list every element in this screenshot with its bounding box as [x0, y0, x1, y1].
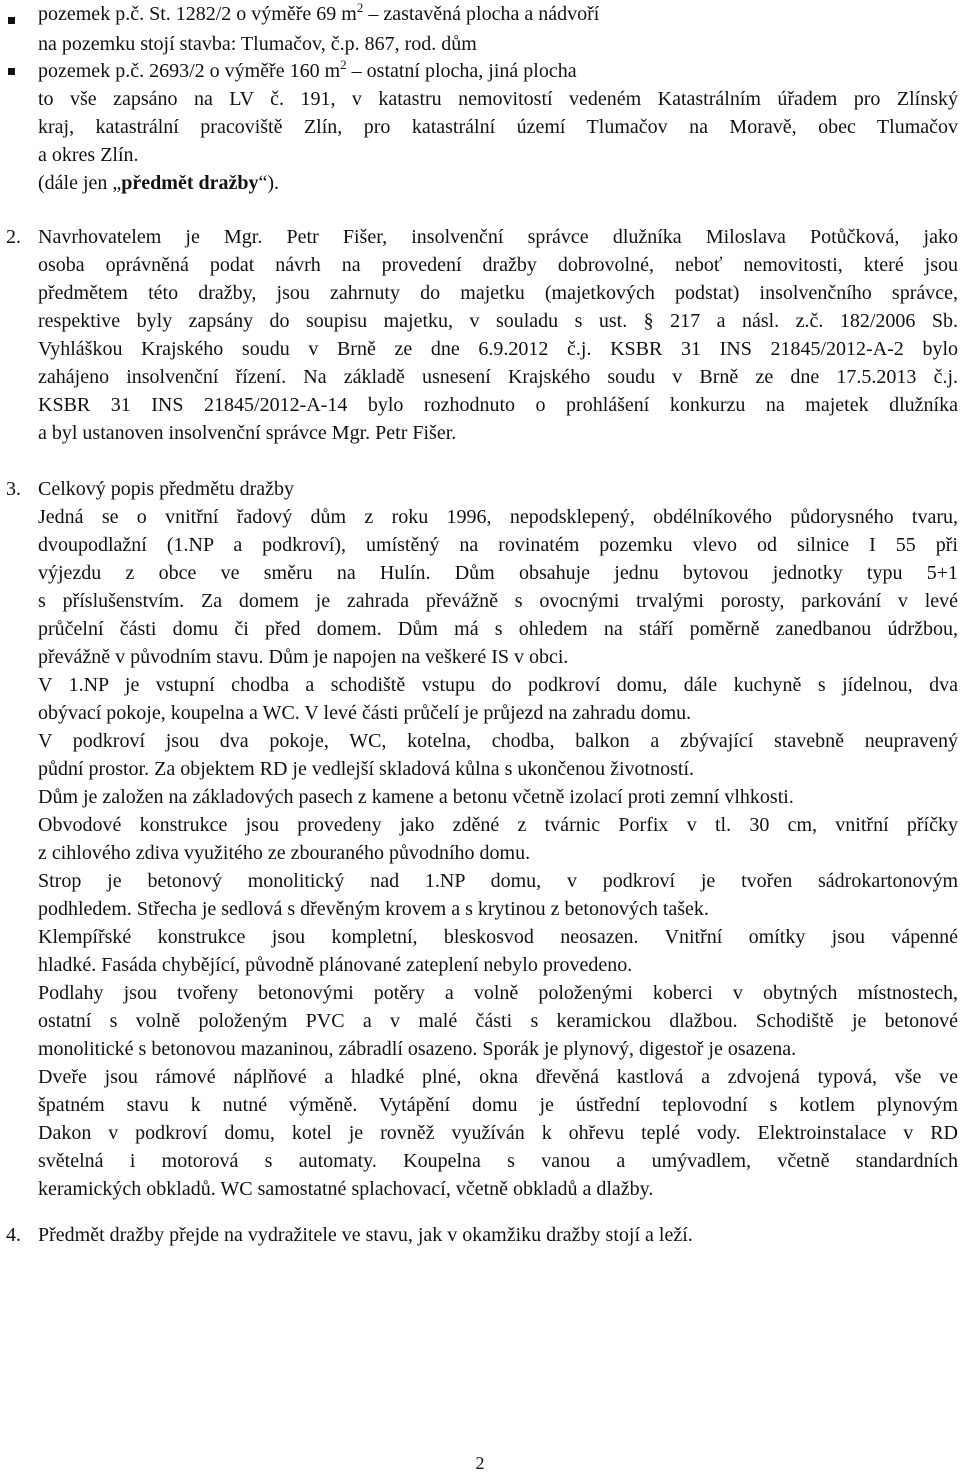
- section3-line: Strop je betonový monolitický nad 1.NP domu, v podkroví je tvořen sádrokartonovým: [38, 870, 958, 892]
- bullet-icon: [8, 17, 15, 24]
- registry-line-3: a okres Zlín.: [38, 144, 139, 166]
- section3-line: Obvodové konstrukce jsou provedeny jako zděné z tvárnic Porfix v tl. 30 cm, vnitřní příčky: [38, 814, 958, 836]
- bullet-item-1-line-2: na pozemku stojí stavba: Tlumačov, č.p. 867, rod. dům: [38, 33, 477, 55]
- section3-line: špatném stavu k nutné výměně. Vytápění domu je ústřední teplovodní s kotlem plynovým: [38, 1094, 958, 1116]
- section3-line: světelná i motorová s automaty. Koupelna s vanou a umývadlem, včetně standardních: [38, 1150, 958, 1172]
- section3-line: obývací pokoje, koupelna a WC. V levé části průčelí je průjezd na zahradu domu.: [38, 702, 692, 724]
- section3-line: dvoupodlažní (1.NP a podkroví), umístěný na rovinatém pozemku vlevo od silnice I 55 při: [38, 534, 958, 556]
- section3-line: podhledem. Střecha je sedlová s dřevěným krovem a s krytinou z betonových tašek.: [38, 898, 709, 920]
- section2-line: osoba oprávněná podat návrh na provedení dražby dobrovolné, neboť nemovitosti, které jsou: [38, 254, 958, 276]
- section3-line: monolitické s betonovou mazaninou, zábradlí osazeno. Sporák je plynový, digestoř je osazena.: [38, 1038, 797, 1060]
- section3-line: keramických obkladů. WC samostatné splachovací, včetně obkladů a dlažby.: [38, 1178, 654, 1200]
- page-number: 2: [475, 1453, 485, 1473]
- bullet-icon: [8, 68, 15, 75]
- section3-line: průčelní části domu či před domem. Dům má s ohledem na stáří poměrně zanedbanou údržbou,: [38, 618, 958, 640]
- registry-line-1: to vše zapsáno na LV č. 191, v katastru nemovitostí vedeném Katastrálním úřadem pro Zlínský: [38, 88, 958, 110]
- section2-line: Vyhláškou Krajského soudu v Brně ze dne 6.9.2012 č.j. KSBR 31 INS 21845/2012-A-2 bylo: [38, 338, 958, 360]
- section2-line: KSBR 31 INS 21845/2012-A-14 bylo rozhodnuto o prohlášení konkurzu na majetek dlužníka: [38, 394, 958, 416]
- section3-heading: Celkový popis předmětu dražby: [38, 478, 295, 500]
- registry-line-2: kraj, katastrální pracoviště Zlín, pro katastrální území Tlumačov na Moravě, obec Tlumačov: [38, 116, 958, 138]
- section3-line: hladké. Fasáda chybějící, původně plánované zateplení nebylo provedeno.: [38, 954, 633, 976]
- superscript: 2: [340, 57, 347, 72]
- section2-line: a byl ustanoven insolvenční správce Mgr. Petr Fišer.: [38, 422, 457, 444]
- subject-note-bold: předmět dražby: [121, 172, 259, 194]
- section2-line: předmětem této dražby, jsou zahrnuty do majetku (majetkových podstat) insolvenčního správce,: [38, 282, 958, 304]
- section3-line: Podlahy jsou tvořeny betonovými potěry a volně položenými koberci v obytných místnostech,: [38, 982, 958, 1004]
- section3-line: Jedná se o vnitřní řadový dům z roku 1996, nepodsklepený, obdélníkového půdorysného tvaru,: [38, 506, 958, 528]
- section3-line: výjezdu z obce ve směru na Hulín. Dům obsahuje jednu bytovou jednotky typu 5+1: [38, 562, 958, 584]
- section4-text: Předmět dražby přejde na vydražitele ve stavu, jak v okamžiku dražby stojí a leží.: [38, 1224, 693, 1246]
- section3-line: převážně v původním stavu. Dům je napojen na veškeré IS v obci.: [38, 646, 569, 668]
- section3-line: půdní prostor. Za objektem RD je vedlejší skladová kůlna s ukončenou životností.: [38, 758, 695, 780]
- section3-line: V 1.NP je vstupní chodba a schodiště vstupu do podkroví domu, dále kuchyně s jídelnou, dva: [38, 674, 958, 696]
- superscript: 2: [356, 0, 364, 15]
- section3-line: Dveře jsou rámové náplňové a hladké plné, okna dřevěná kastlová a zdvojená typová, vše ve: [38, 1066, 958, 1088]
- section3-line: V podkroví jsou dva pokoje, WC, kotelna, chodba, balkon a zbývající stavebně neupravený: [38, 730, 958, 752]
- bullet-item-1-line-1: pozemek p.č. St. 1282/2 o výměře 69 $m^2$ – zastavěná plocha a nádvoří: [38, 0, 600, 25]
- section-number-3: 3.: [6, 478, 21, 500]
- section3-line: Dakon v podkroví domu, kotel je rovněž využíván k ohřevu teplé vody. Elektroinstalace v RD: [38, 1122, 958, 1144]
- section3-line: Dům je založen na základových pasech z kamene a betonu včetně izolací proti zemní vlhkosti.: [38, 786, 794, 808]
- section2-line: zahájeno insolvenční řízení. Na základě usnesení Krajského soudu v Brně ze dne 17.5.2013 č.j.: [38, 366, 958, 388]
- section-number-2: 2.: [6, 226, 21, 248]
- section2-line: Navrhovatelem je Mgr. Petr Fišer, insolvenční správce dlužníka Miloslava Potůčková, jako: [38, 226, 958, 248]
- bullet-item-2: pozemek p.č. 2693/2 o výměře 160 $m^2$ – ostatní plocha, jiná plocha: [38, 57, 577, 82]
- section2-line: respektive byly zapsány do soupisu majetku, v souladu s ust. § 217 a násl. z.č. 182/2006 Sb.: [38, 310, 958, 332]
- section3-line: Klempířské konstrukce jsou kompletní, bleskosvod neosazen. Vnitřní omítky jsou vápenné: [38, 926, 958, 948]
- section3-line: ostatní s volně položeným PVC a v malé části s keramickou dlažbou. Schodiště je betonové: [38, 1010, 958, 1032]
- section3-line: z cihlového zdiva využitého ze zbouraného původního domu.: [38, 842, 531, 864]
- subject-note: (dále jen „předmět dražby“).: [38, 172, 280, 194]
- section-number-4: 4.: [6, 1224, 21, 1246]
- section3-line: s příslušenstvím. Za domem je zahrada převážně s ovocnými trvalými porosty, parkování v levé: [38, 590, 958, 612]
